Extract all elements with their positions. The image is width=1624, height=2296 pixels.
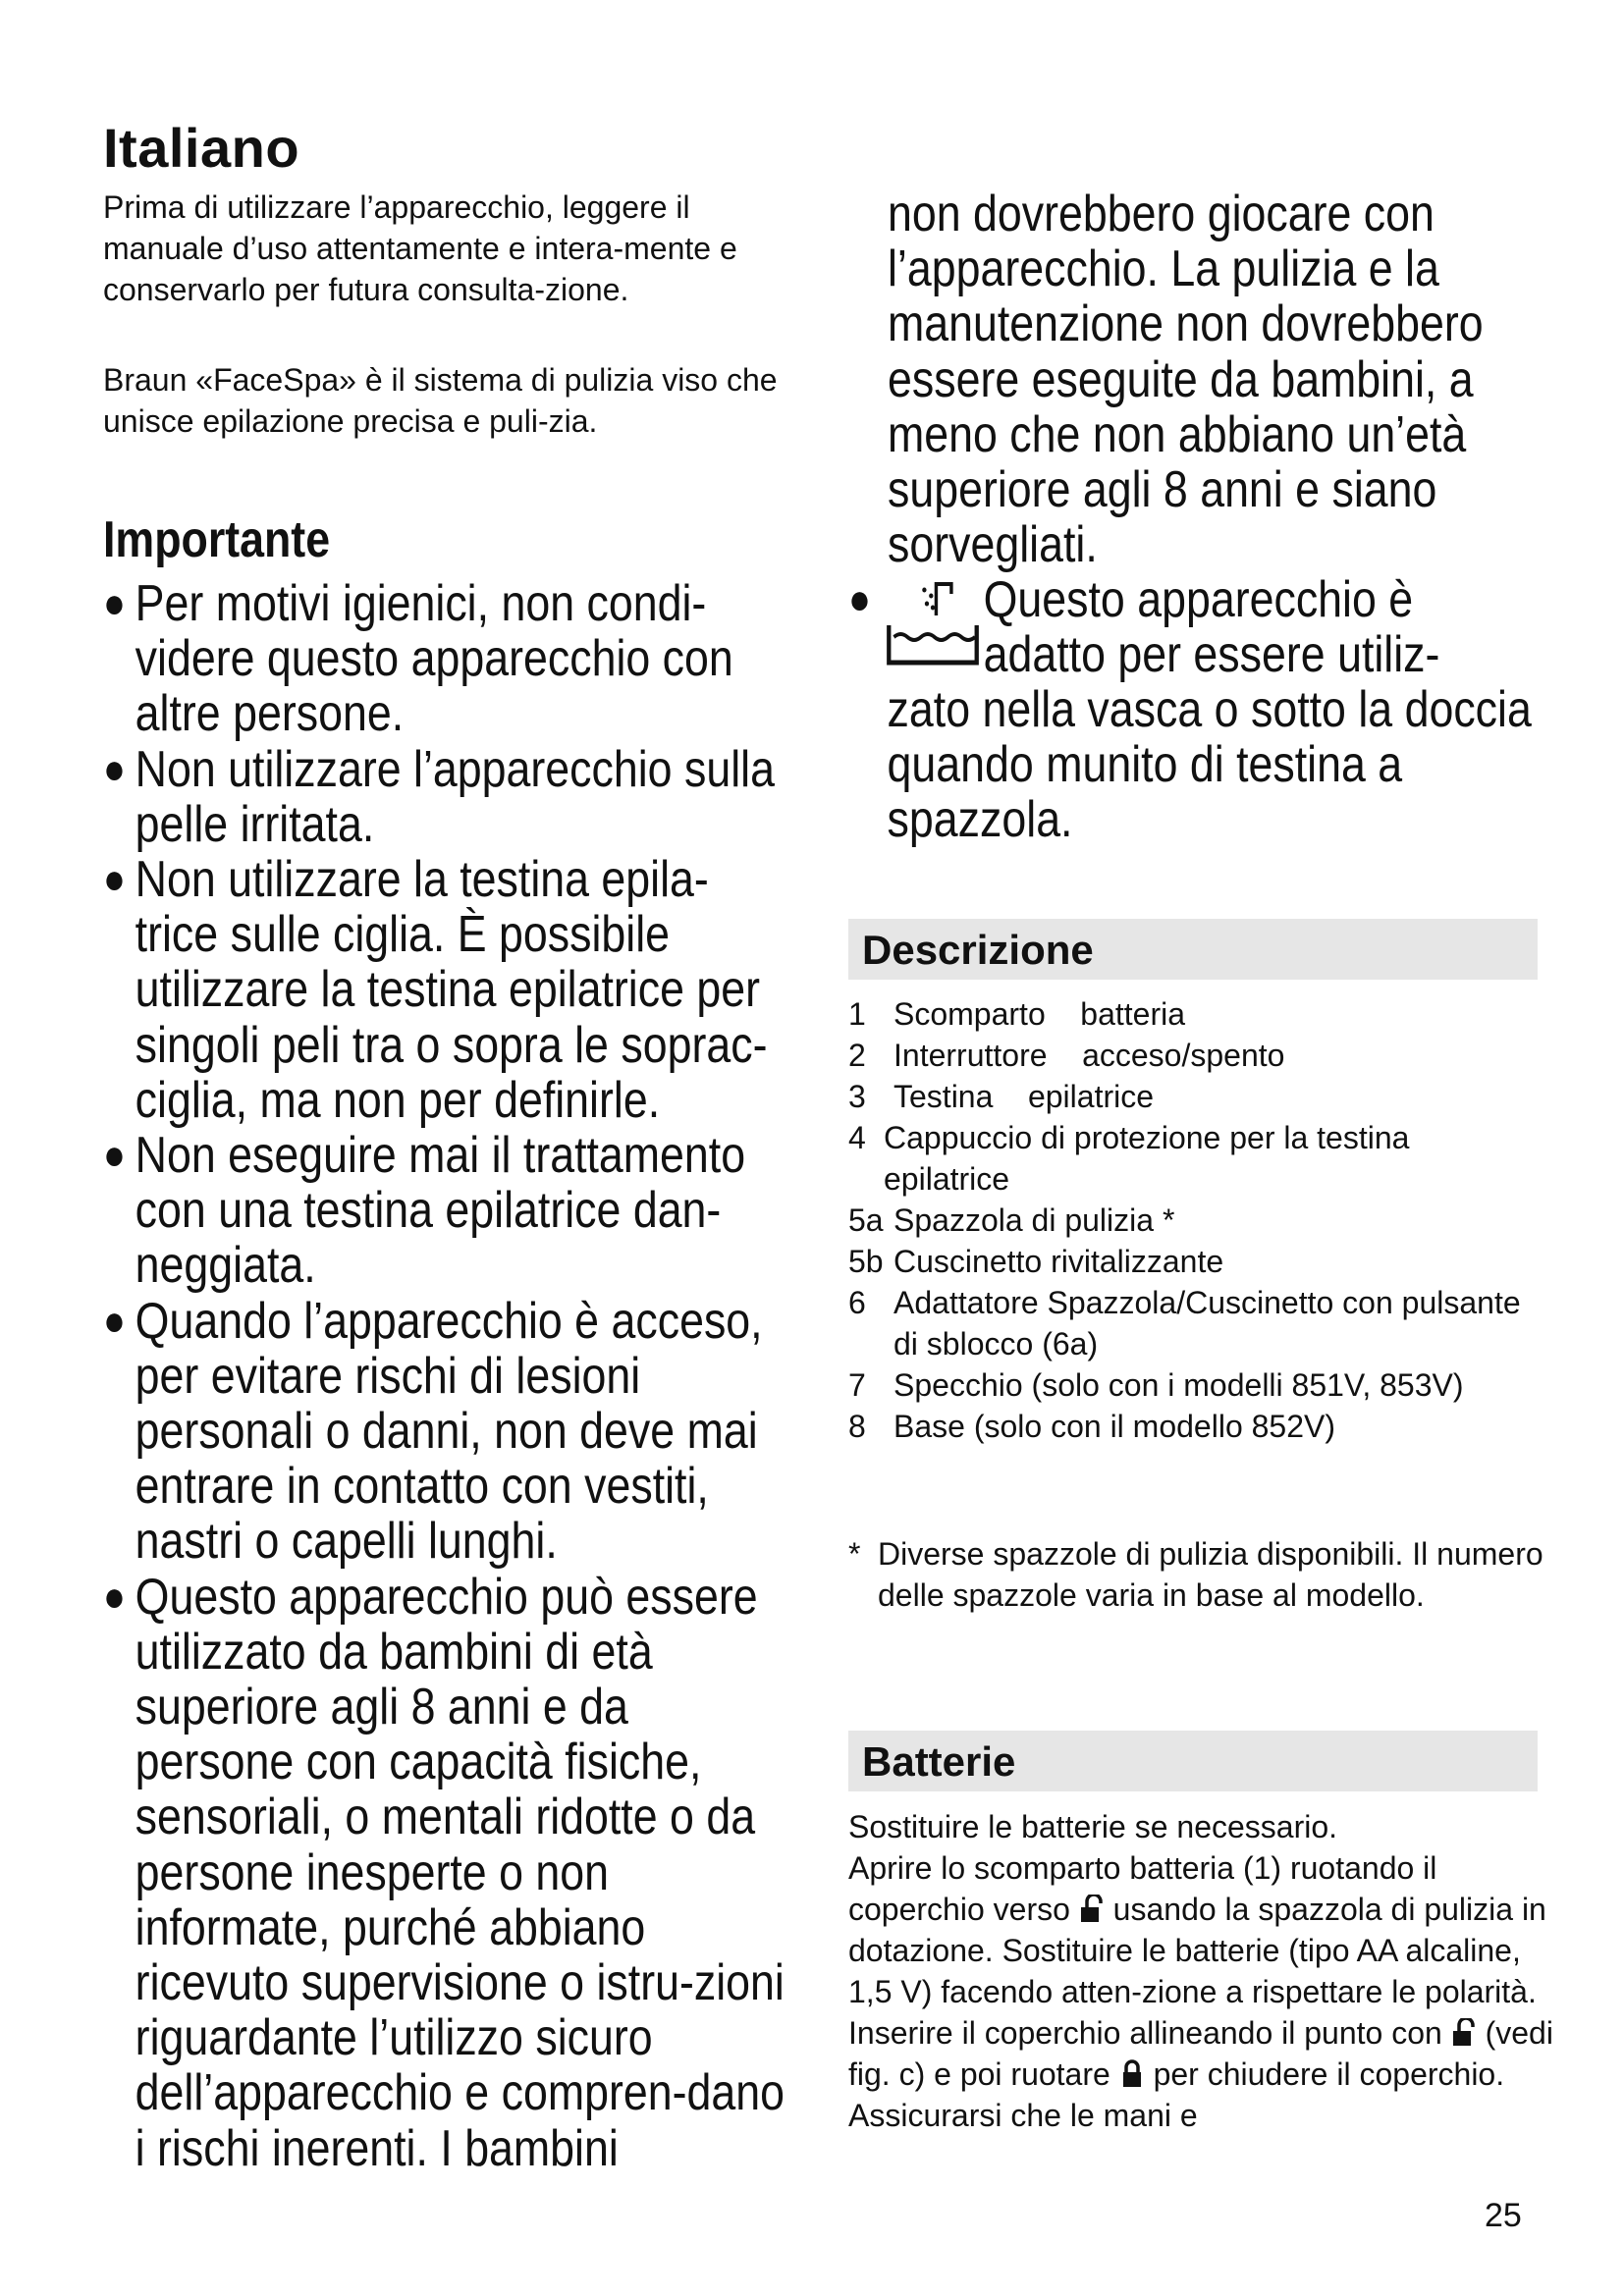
bullet-text: Non eseguire mai il trattamento con una testina epilatrice dan-neggiata. [135,1127,746,1295]
list-item [848,1076,1555,1117]
bath-bullet-line-1: Questo apparecchio è [983,571,1414,628]
item-number: 1 [848,996,866,1032]
bullet-icon: ● [848,575,871,623]
list-item [848,1035,1555,1076]
continuation-text: non dovrebbero giocare con l’apparecchio. La pulizia e la manutenzione non dovrebbero essere eseguite da bambini, a meno che non abbiano un’età superiore agli 8 anni e siano sorvegliati. [888,186,1484,574]
item-number: 3 [848,1079,866,1114]
item-text: Spazzola di pulizia * [893,1202,1175,1238]
unlock-icon [1079,1895,1105,1924]
bullet-text: Non utilizzare la testina epila-trice sulle ciglia. È possibile utilizzare la testina epilatrice per singoli peli tra o sopra le soprac-ciglia, ma non per definirle. [135,851,768,1129]
description-heading: Descrizione [862,927,1094,973]
item-text: Cuscinetto rivitalizzante [893,1244,1224,1279]
batteries-paragraph-1: Sostituire le batterie se necessario. [848,1809,1338,1844]
bathtub-shower-icon [882,576,983,674]
bullet-icon: ● [103,579,126,627]
item-text: Specchio (solo con i modelli 851V, 853V) [893,1367,1464,1403]
bath-bullet-line-2: adatto per essere utiliz- [983,626,1440,683]
list-item [848,1364,1555,1406]
note-asterisk: * [848,1536,861,1572]
bullet-icon: ● [103,1296,126,1345]
bullet-icon: ● [103,1572,126,1621]
list-item [848,1282,1555,1364]
lock-icon [1119,2059,1145,2089]
intro-paragraph-2: Braun «FaceSpa» è il sistema di pulizia viso che unisce epilazione precisa e puli-zia. [103,362,778,439]
batteries-heading-bar [848,1731,1538,1791]
item-number: 5a [848,1202,884,1238]
important-heading: Importante [103,511,331,568]
list-item [103,852,787,1128]
list-item [848,1406,1555,1447]
bath-bullet-rest: zato nella vasca o sotto la doccia quando munito di testina a spazzola. [887,681,1532,849]
intro-paragraph-1: Prima di utilizzare l’apparecchio, leggere il manuale d’uso attentamente e intera-mente e conservarlo per futura consulta-zione. [103,189,737,307]
bullet-text: Non utilizzare l’apparecchio sulla pelle irritata. [135,740,775,853]
list-item [848,1241,1555,1282]
bullet-text: Per motivi igienici, non condi-videre questo apparecchio con altre persone. [135,575,733,743]
page-number: 25 [1485,2197,1522,2234]
list-item [848,1117,1555,1200]
list-item [103,1128,787,1294]
bullet-icon: ● [103,855,126,904]
important-bullet-list [103,576,787,2176]
bullet-text: Quando l’apparecchio è acceso, per evitare rischi di lesioni personali o danni, non deve mai entrare in contatto con vestiti, nastri o capelli lunghi. [135,1292,763,1571]
item-text: Scomparto batteria [893,996,1186,1032]
unlock-icon [1451,2018,1477,2048]
item-text: Testina epilatrice [893,1079,1155,1114]
bullet-icon: ● [103,1131,126,1180]
description-note [848,1533,1555,1616]
item-number: 5b [848,1244,884,1279]
bullet-icon: ● [103,744,126,793]
note-text: Diverse spazzole di pulizia disponibili. Il numero delle spazzole varia in base al modello. [878,1536,1543,1613]
page-title: Italiano [103,117,300,179]
item-number: 6 [848,1285,866,1320]
item-text: Interruttore acceso/spento [893,1038,1285,1073]
batteries-text [848,1806,1555,2136]
item-number: 7 [848,1367,866,1403]
item-number: 8 [848,1409,866,1444]
description-list [848,993,1555,1447]
list-item [848,1200,1555,1241]
list-item [103,1570,787,2176]
batteries-heading: Batterie [862,1738,1016,1785]
item-text: Adattatore Spazzola/Cuscinetto con pulsante di sblocco (6a) [893,1285,1521,1362]
item-text: Cappuccio di protezione per la testina epilatrice [884,1120,1410,1197]
list-item [103,1294,787,1570]
item-text: Base (solo con il modello 852V) [893,1409,1336,1444]
list-item [848,993,1555,1035]
item-number: 4 [848,1120,866,1155]
bullet-text: Questo apparecchio può essere utilizzato da bambini di età superiore agli 8 anni e da persone con capacità fisiche, sensoriali, o mentali ridotte o da persone inesperte o non informate, purché abbiano ricevuto supervisione o istru-zioni riguardante l’utilizzo sicuro dell’apparecchio e compren-dano i rischi inerenti. I bambini [135,1568,785,2177]
list-item [103,576,787,742]
list-item [103,742,787,852]
batteries-paragraph-2: Aprire lo scomparto batteria (1) ruotando il coperchio verso usando la spazzola di pulizia in dotazione. Sostituire le batterie (tipo AA alcaline, 1,5 V) facendo atten-zione a rispettare le polarità. Inserire il coperchio allineando il punto con (vedi fig. c) e poi ruotare per chiudere il coperchio. Assicurarsi che le mani e [848,1850,1553,2133]
item-number: 2 [848,1038,866,1073]
description-heading-bar [848,919,1538,980]
